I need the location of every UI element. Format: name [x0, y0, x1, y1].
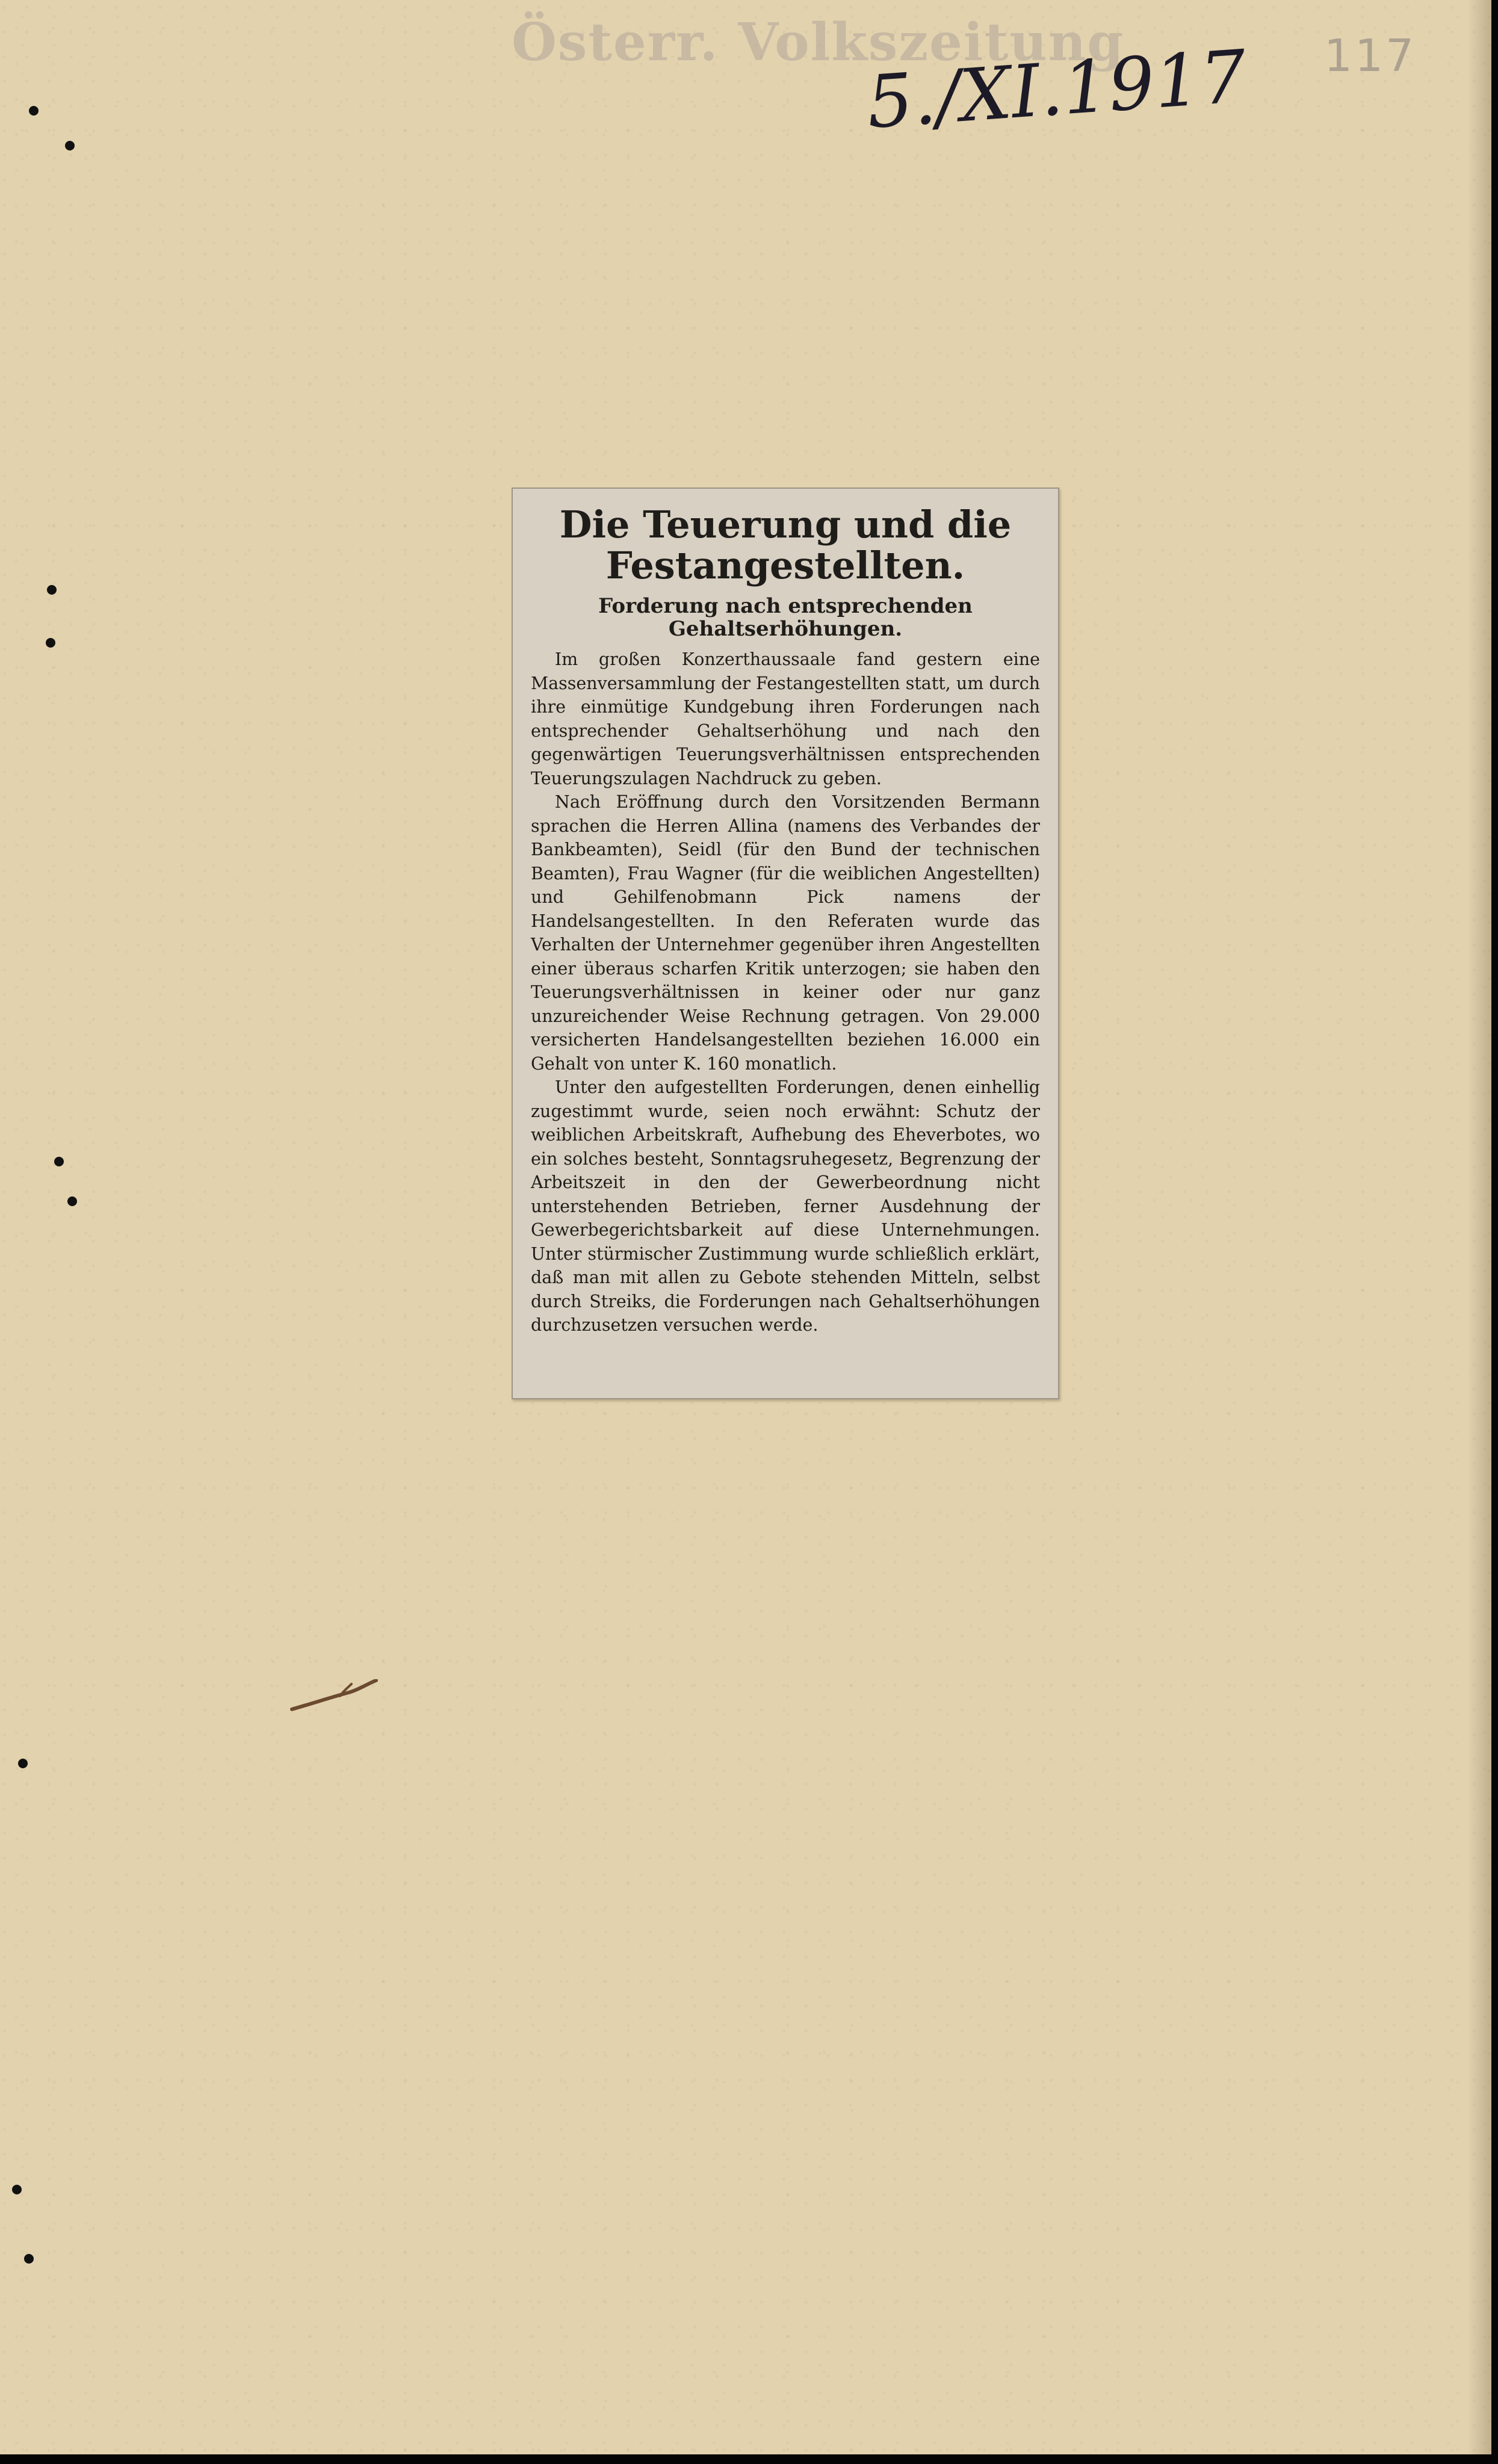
punch-hole-mark	[24, 2254, 34, 2264]
newspaper-stamp: Österr. Volkszeitung	[512, 12, 1125, 73]
page-number: 117	[1324, 30, 1417, 82]
punch-hole-mark	[18, 1759, 28, 1768]
punch-hole-mark	[29, 106, 39, 116]
clipping-paragraph: Unter den aufgestellten Forderungen, denen einhellig zugestimmt wurde, seien noch erwähnt: Schutz der weiblichen Arbeitskraft, Aufhebung des Eheverbotes, wo ein solches besteht, Sonntagsruhegesetz, Begrenzung der Arbeitszeit in den der Gewerbeordnung nicht unterstehenden Betrieben, ferner Ausdehnung der Gewerbegerichtsbarkeit auf diese Unternehmungen. Unter stürmischer Zustimmung wurde schließlich erklärt, daß man mit allen zu Gebote stehenden Mitteln, selbst durch Streiks, die Forderungen nach Gehaltserhöhungen durchzusetzen versuchen werde.	[531, 1077, 1040, 1335]
punch-hole-mark	[54, 1157, 64, 1166]
punch-hole-mark	[46, 638, 55, 648]
punch-hole-mark	[67, 1196, 77, 1206]
newspaper-clipping	[512, 488, 1059, 1399]
clipping-paragraph: Im großen Konzerthaussaale fand gestern eine Massenversammlung der Festangestellten statt, um durch ihre einmütige Kundgebung ihren Forderungen nach entsprechender Gehaltserhöhung und nach den gegenwärtigen Teuerungsverhältnissen entsprechenden Teuerungszulagen Nachdruck zu geben.	[531, 649, 1040, 788]
clipping-subheadline: Forderung nach entsprechenden Gehaltserhöhungen.	[598, 594, 973, 641]
clipping-headline: Die Teuerung und die Festangestellten.	[559, 503, 1012, 587]
ink-stain	[289, 1679, 379, 1715]
clipping-paragraph: Nach Eröffnung durch den Vorsitzenden Bermann sprachen die Herren Allina (namens des Verbandes der Bankbeamten), Seidl (für den Bund der technischen Beamten), Frau Wagner (für die weiblichen Angestellten) und Gehilfenobmann Pick namens der Handelsangestellten. In den Referaten wurde das Verhalten der Unternehmer gegenüber ihren Angestellten einer überaus scharfen Kritik unterzogen; sie haben den Teuerungsverhältnissen in keiner oder nur ganz unzureichender Weise Rechnung getragen. Von 29.000 versicherten Handelsangestellten beziehen 16.000 ein Gehalt von unter K. 160 monatlich.	[531, 792, 1040, 1074]
punch-hole-mark	[12, 2185, 22, 2194]
punch-hole-mark	[47, 585, 57, 595]
sheet-edge-shadow	[1467, 0, 1491, 2454]
handwritten-date: 5./XI.1917	[864, 35, 1249, 145]
punch-hole-mark	[65, 141, 75, 150]
